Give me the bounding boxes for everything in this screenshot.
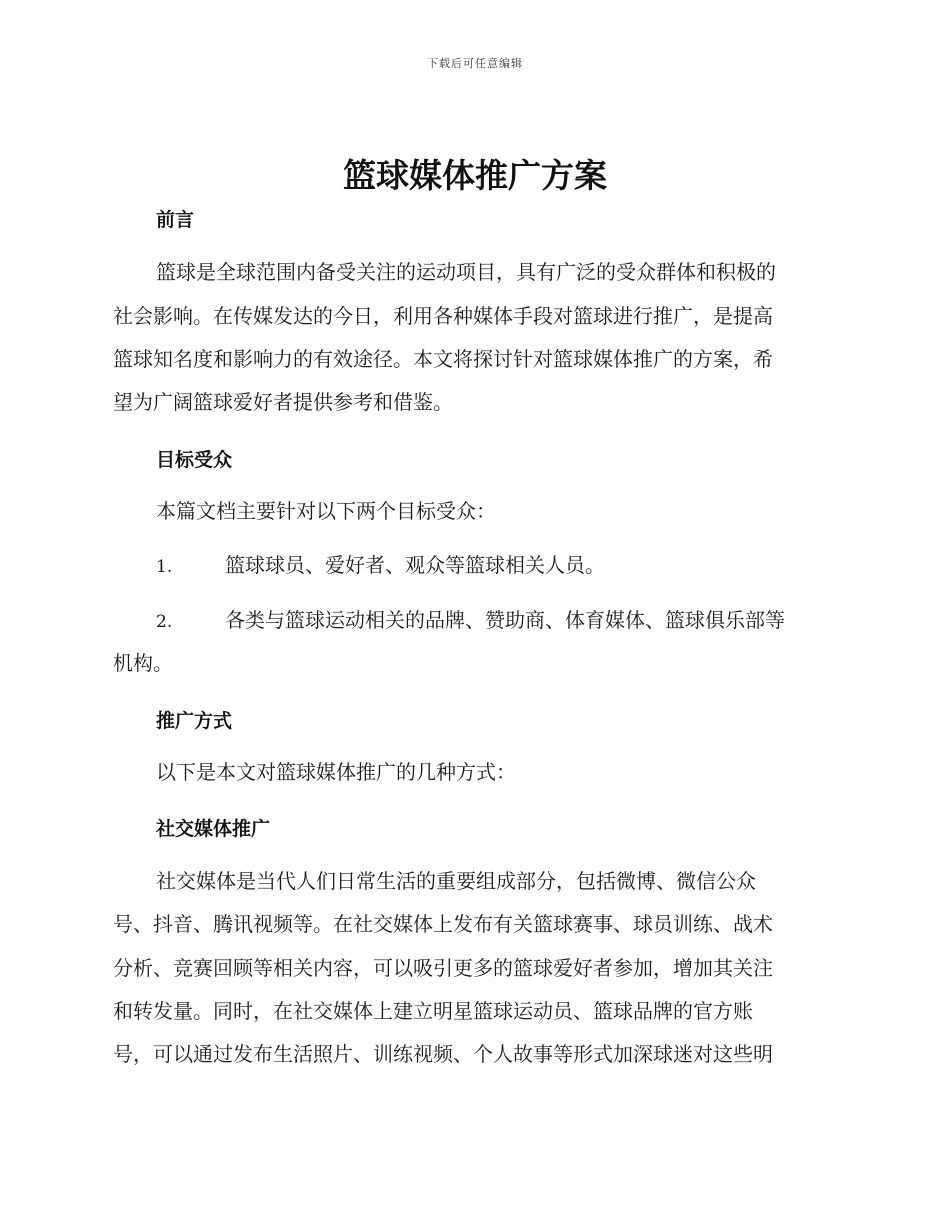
list-item-text: 各类与篮球运动相关的品牌、赞助商、体育媒体、篮球俱乐部等 [225, 608, 785, 632]
methods-intro: 以下是本文对篮球媒体推广的几种方式： [156, 760, 516, 784]
heading-methods: 推广方式 [156, 710, 233, 732]
document-title: 篮球媒体推广方案 [343, 156, 607, 195]
list-item-number: 1. [156, 557, 173, 577]
preface-line: 望为广阔篮球爱好者提供参考和借鉴。 [113, 390, 453, 414]
list-item-number: 2. [156, 612, 173, 632]
heading-social-media: 社交媒体推广 [156, 818, 271, 840]
social-line: 和转发量。同时，在社交媒体上建立明星篮球运动员、篮球品牌的官方账 [113, 999, 753, 1023]
social-line: 号、抖音、腾讯视频等。在社交媒体上发布有关篮球赛事、球员训练、战术 [113, 912, 773, 936]
heading-preface: 前言 [156, 209, 195, 231]
audience-intro: 本篇文档主要针对以下两个目标受众： [156, 499, 496, 523]
social-line: 号，可以通过发布生活照片、训练视频、个人故事等形式加深球迷对这些明 [113, 1042, 773, 1066]
preface-line: 社会影响。在传媒发达的今日，利用各种媒体手段对篮球进行推广，是提高 [113, 304, 773, 328]
header-note: 下载后可任意编辑 [427, 57, 523, 70]
heading-audience: 目标受众 [156, 449, 233, 471]
social-line: 社交媒体是当代人们日常生活的重要组成部分，包括微博、微信公众 [156, 869, 756, 893]
preface-line: 篮球知名度和影响力的有效途径。本文将探讨针对篮球媒体推广的方案，希 [113, 347, 773, 371]
preface-line: 篮球是全球范围内备受关注的运动项目，具有广泛的受众群体和积极的 [156, 260, 776, 284]
social-line: 分析、竞赛回顾等相关内容，可以吸引更多的篮球爱好者参加，增加其关注 [113, 956, 773, 980]
list-item-continuation: 机构。 [113, 651, 173, 675]
list-item-text: 篮球球员、爱好者、观众等篮球相关人员。 [225, 553, 605, 577]
